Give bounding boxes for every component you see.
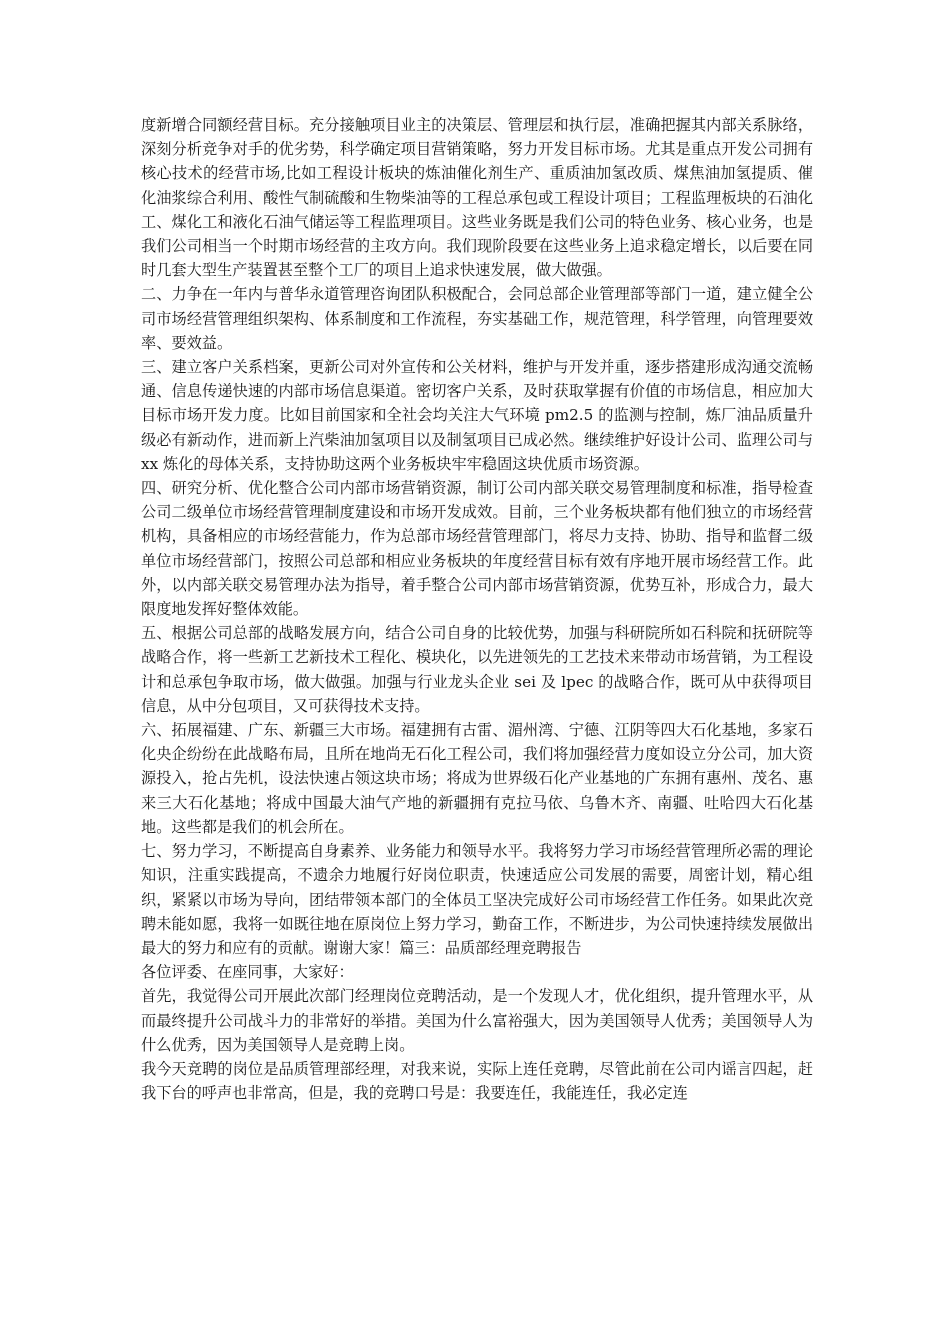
paragraph-2: 二、力争在一年内与普华永道管理咨询团队积极配合，会同总部企业管理部等部门一道，建立健全公司市场经营管理组织架构、体系制度和工作流程，夯实基础工作，规范管理，科学管理，向管理要效率、要效益。 bbox=[141, 285, 813, 352]
paragraph-6: 六、拓展福建、广东、新疆三大市场。福建拥有古雷、湄州湾、宁德、江阴等四大石化基地，多家石化央企纷纷在此战略布局，且所在地尚无石化工程公司，我们将加强经营力度如设立分公司，加大资源投入，抢占先机，设法快速占领这块市场；将成为世界级石化产业基地的广东拥有惠州、茂名、惠来三大石化基地；将成中国最大油气产地的新疆拥有克拉马依、乌鲁木齐、南疆、吐哈四大石化基地。这些都是我们的机会所在。 bbox=[141, 721, 813, 836]
paragraph-3: 三、建立客户关系档案，更新公司对外宣传和公关材料，维护与开发并重，逐步搭建形成沟通交流畅通、信息传递快速的内部市场信息渠道。密切客户关系，及时获取掌握有价值的市场信息，相应加大目标市场开发力度。比如目前国家和全社会均关注大气环境 pm2.5 的监测与控制，炼厂油品质量升级必有新动作，进而新上汽柴油加氢项目以及制氢项目已成必然。继续维护好设计公司、监理公司与 xx 炼化的母体关系，支持协助这两个业务板块牢牢稳固这块优质市场资源。 bbox=[141, 358, 813, 473]
paragraph-4: 四、研究分析、优化整合公司内部市场营销资源，制订公司内部关联交易管理制度和标准，指导检查公司二级单位市场经营管理制度建设和市场开发成效。目前，三个业务板块都有他们独立的市场经营机构，具备相应的市场经营能力，作为总部市场经营管理部门，将尽力支持、协助、指导和监督二级单位市场经营部门，按照公司总部和相应业务板块的年度经营目标有效有序地开展市场经营工作。此外，以内部关联交易管理办法为指导，着手整合公司内部市场营销资源，优势互补，形成合力，最大限度地发挥好整体效能。 bbox=[141, 479, 813, 619]
document-body bbox=[141, 113, 813, 1105]
paragraph-9: 我今天竞聘的岗位是品质管理部经理，对我来说，实际上连任竞聘，尽管此前在公司内谣言四起，赶我下台的呼声也非常高，但是，我的竞聘口号是：我要连任，我能连任，我必定连 bbox=[141, 1059, 813, 1103]
paragraph-7: 七、努力学习，不断提高自身素养、业务能力和领导水平。我将努力学习市场经营管理所必需的理论知识，注重实践提高，不遗余力地履行好岗位职责，快速适应公司发展的需要，周密计划，精心组织，紧紧以市场为导向，团结带领本部门的全体员工坚决完成好公司市场经营工作任务。如果此次竞聘未能如愿，我将一如既往地在原岗位上努力学习，勤奋工作，不断进步，为公司快速持续发展做出最大的努力和应有的贡献。谢谢大家！篇三：品质部经理竞聘报告 bbox=[141, 842, 813, 957]
greeting: 各位评委、在座同事，大家好： bbox=[141, 963, 354, 982]
paragraph-5: 五、根据公司总部的战略发展方向，结合公司自身的比较优势，加强与科研院所如石科院和抚研院等战略合作，将一些新工艺新技术工程化、模块化，以先进领先的工艺技术来带动市场营销，为工程设计和总承包争取市场，做大做强。加强与行业龙头企业 sei 及 lpec 的战略合作，既可从中获得项目信息，从中分包项目，又可获得技术支持。 bbox=[141, 624, 813, 715]
paragraph-8: 首先，我觉得公司开展此次部门经理岗位竞聘活动，是一个发现人才，优化组织，提升管理水平，从而最终提升公司战斗力的非常好的举措。美国为什么富裕强大，因为美国领导人优秀；美国领导人为什么优秀，因为美国领导人是竞聘上岗。 bbox=[141, 987, 813, 1054]
paragraph-1: 度新增合同额经营目标。充分接触项目业主的决策层、管理层和执行层，准确把握其内部关系脉络，深刻分析竞争对手的优劣势，科学确定项目营销策略，努力开发目标市场。尤其是重点开发公司拥有核心技术的经营市场,比如工程设计板块的炼油催化剂生产、重质油加氢改质、煤焦油加氢提质、催化油浆综合利用、酸性气制硫酸和生物柴油等的工程总承包或工程设计项目；工程监理板块的石油化工、煤化工和液化石油气储运等工程监理项目。这些业务既是我们公司的特色业务、核心业务，也是我们公司相当一个时期市场经营的主攻方向。我们现阶段要在这些业务上追求稳定增长，以后要在同时几套大型生产装置甚至整个工厂的项目上追求快速发展，做大做强。 bbox=[141, 116, 813, 280]
